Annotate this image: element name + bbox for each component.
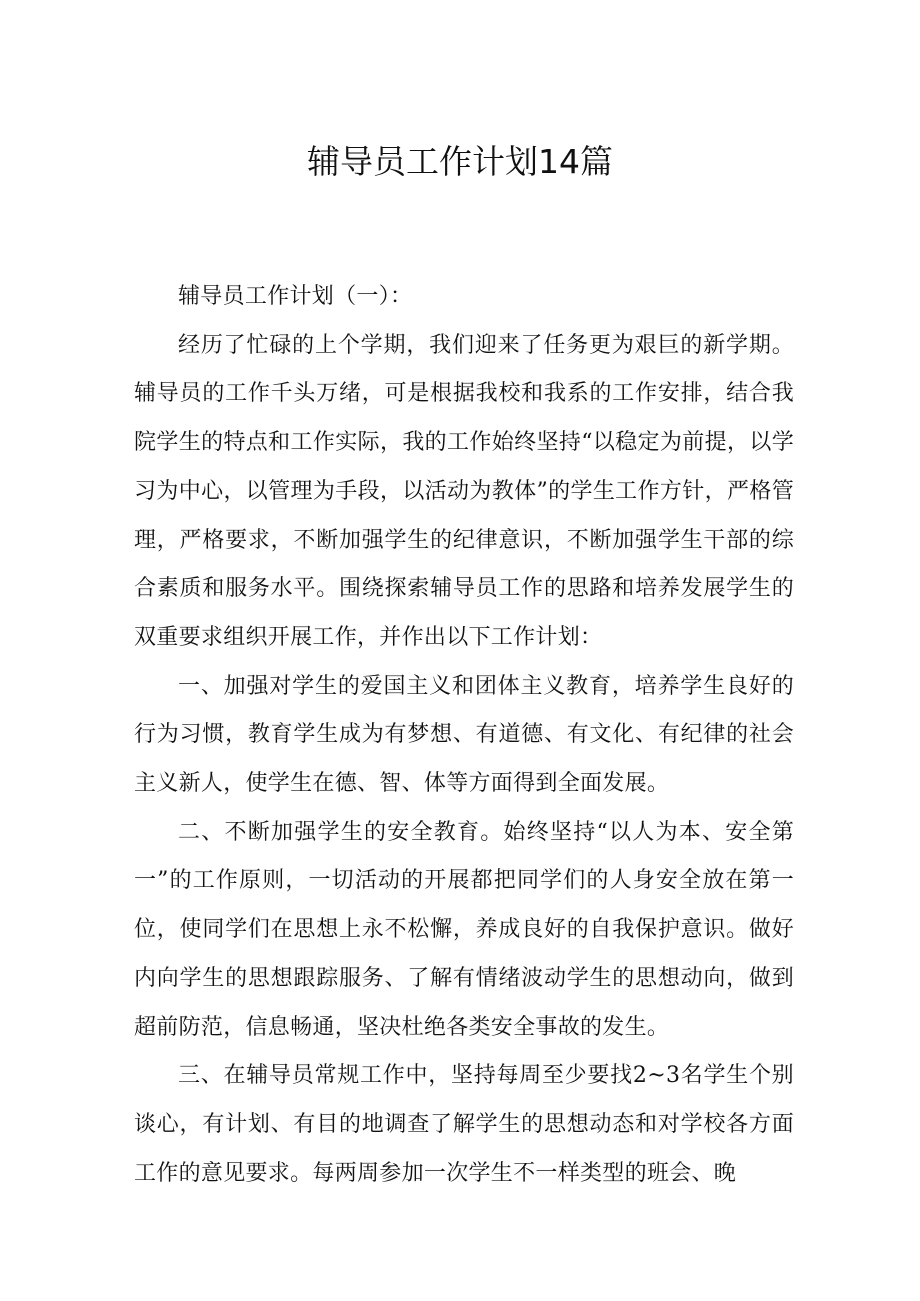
section-heading: 辅导员工作计划（一）： (178, 284, 413, 309)
document-body (134, 273, 794, 1198)
plan-item-3: 三、在辅导员常规工作中，坚持每周至少要找2~3名学生个别谈心，有计划、有目的地调查了解学生的思想动态和对学校各方面工作的意见要求。每两周参加一次学生不一样类型的班会、晚 (134, 1063, 794, 1186)
plan-item-2: 二、不断加强学生的安全教育。始终坚持“以人为本、安全第一”的工作原则，一切活动的开展都把同学们的人身安全放在第一位，使同学们在思想上永不松懈，养成良好的自我保护意识。做好内向学生的思想跟踪服务、了解有情绪波动学生的思想动向，做到超前防范，信息畅通，坚决杜绝各类安全事故的发生。 (134, 819, 794, 1040)
plan-item-1: 一、加强对学生的爱国主义和团体主义教育，培养学生良好的行为习惯，教育学生成为有梦想、有道德、有文化、有纪律的社会主义新人，使学生在德、智、体等方面得到全面发展。 (134, 673, 794, 797)
intro-paragraph: 经历了忙碌的上个学期，我们迎来了任务更为艰巨的新学期。辅导员的工作千头万绪，可是根据我校和我系的工作安排，结合我院学生的特点和工作实际，我的工作始终坚持“以稳定为前提，以学习为中心，以管理为手段，以活动为教体”的学生工作方针，严格管理，严格要求，不断加强学生的纪律意识，不断加强学生干部的综合素质和服务水平。围绕探索辅导员工作的思路和培养发展学生的双重要求组织开展工作，并作出以下工作计划： (134, 332, 794, 650)
document-title: 辅导员工作计划14篇 (307, 142, 613, 181)
